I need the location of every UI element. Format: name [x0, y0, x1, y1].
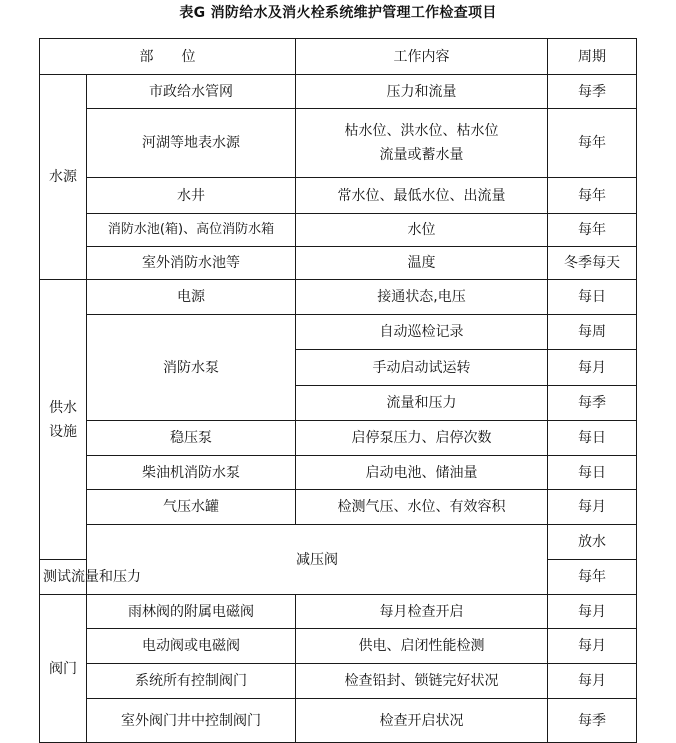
period-cell: 每日: [548, 456, 637, 490]
part-cell: 水井: [87, 178, 296, 214]
maintenance-table: [39, 38, 637, 743]
table-row: [40, 247, 637, 280]
period-cell: 每年: [548, 178, 637, 214]
work-cell: 水位: [296, 214, 548, 247]
table-row: [40, 315, 637, 350]
period-cell: 每年: [548, 109, 637, 178]
part-cell: 电源: [87, 280, 296, 315]
table-row: [40, 214, 637, 247]
table-row: [40, 490, 637, 525]
part-cell: 消防水池(箱)、高位消防水箱: [87, 214, 296, 247]
work-cell: [296, 109, 548, 178]
work-cell: 流量和压力: [296, 386, 548, 421]
table-row: [40, 525, 637, 560]
work-cell: 检查铅封、锁链完好状况: [296, 664, 548, 699]
table-row: [40, 109, 637, 178]
part-cell: 室外消防水池等: [87, 247, 296, 280]
period-cell: 冬季每天: [548, 247, 637, 280]
work-cell: 检查开启状况: [296, 699, 548, 743]
part-cell: 稳压泵: [87, 421, 296, 456]
period-cell: 每日: [548, 280, 637, 315]
work-cell: 测试流量和压力: [40, 560, 87, 595]
period-cell: 每月: [548, 629, 637, 664]
part-cell: 减压阀: [87, 525, 548, 595]
table-row: [40, 75, 637, 109]
table-title: 表G 消防给水及消火栓系统维护管理工作检查项目: [179, 5, 497, 21]
part-cell: 系统所有控制阀门: [87, 664, 296, 699]
table-row: [40, 629, 637, 664]
work-cell: 压力和流量: [296, 75, 548, 109]
header-row: [40, 39, 637, 75]
header-period: 周期: [548, 39, 637, 75]
period-cell: 每季: [548, 75, 637, 109]
header-part: 部位: [40, 39, 296, 75]
part-cell: 市政给水管网: [87, 75, 296, 109]
period-cell: 每季: [548, 699, 637, 743]
group-valves: 阀门: [40, 595, 87, 743]
table-row: [40, 699, 637, 743]
part-cell: 电动阀或电磁阀: [87, 629, 296, 664]
part-cell: 柴油机消防水泵: [87, 456, 296, 490]
period-cell: 每月: [548, 595, 637, 629]
group-line: 供水: [49, 399, 77, 416]
work-cell: 每月检查开启: [296, 595, 548, 629]
group-supply-facilities: [40, 280, 87, 560]
part-cell: 河湖等地表水源: [87, 109, 296, 178]
work-cell: 启停泵压力、启停次数: [296, 421, 548, 456]
part-cell: 雨林阀的附属电磁阀: [87, 595, 296, 629]
group-line: 设施: [49, 423, 77, 440]
table-row: [40, 178, 637, 214]
table-row: [40, 595, 637, 629]
work-cell: 手动启动试运转: [296, 350, 548, 386]
period-cell: 每月: [548, 350, 637, 386]
header-work: 工作内容: [296, 39, 548, 75]
work-cell: 温度: [296, 247, 548, 280]
table-row: [40, 664, 637, 699]
group-water-source: 水源: [40, 75, 87, 280]
table-row: [40, 280, 637, 315]
period-cell: 每月: [548, 490, 637, 525]
work-cell: 自动巡检记录: [296, 315, 548, 350]
table-row: [40, 456, 637, 490]
part-cell: 室外阀门井中控制阀门: [87, 699, 296, 743]
work-line: 枯水位、洪水位、枯水位: [344, 123, 499, 139]
work-cell: 启动电池、储油量: [296, 456, 548, 490]
work-cell: 接通状态,电压: [296, 280, 548, 315]
period-cell: 每年: [548, 560, 637, 595]
period-cell: 每周: [548, 315, 637, 350]
work-cell: 放水: [548, 525, 637, 560]
part-cell: 消防水泵: [87, 315, 296, 421]
period-cell: 每月: [548, 664, 637, 699]
work-cell: 检测气压、水位、有效容积: [296, 490, 548, 525]
work-line: 流量或蓄水量: [379, 147, 464, 163]
work-cell: 常水位、最低水位、出流量: [296, 178, 548, 214]
work-cell: 供电、启闭性能检测: [296, 629, 548, 664]
table-row: [40, 421, 637, 456]
period-cell: 每季: [548, 386, 637, 421]
period-cell: 每年: [548, 214, 637, 247]
part-cell: 气压水罐: [87, 490, 296, 525]
period-cell: 每日: [548, 421, 637, 456]
